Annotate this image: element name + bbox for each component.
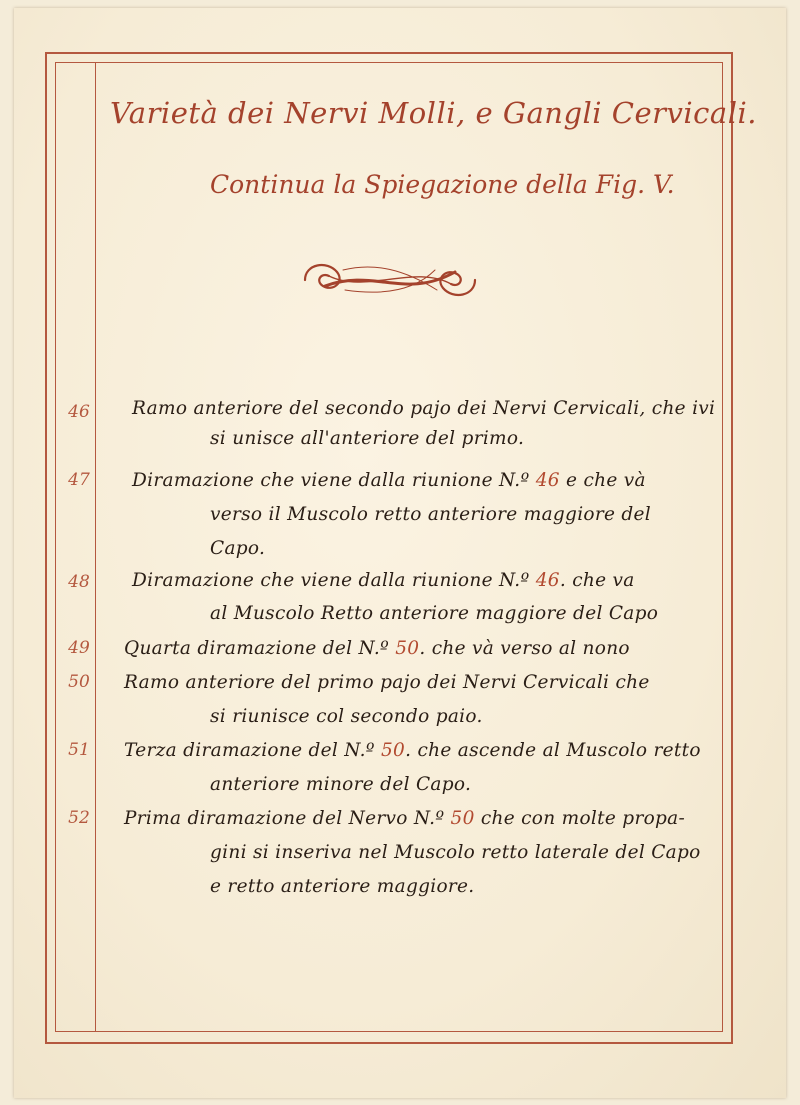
entry-line: Ramo anteriore del primo pajo dei Nervi Cervicali che bbox=[124, 672, 650, 693]
page-subtitle: Continua la Spiegazione della Fig. V. bbox=[210, 170, 675, 199]
entry-number: 46 bbox=[68, 402, 90, 422]
entry-number: 52 bbox=[68, 808, 90, 828]
entry-line: Capo. bbox=[210, 538, 266, 559]
entry-line: anteriore minore del Capo. bbox=[210, 774, 472, 795]
margin-rule bbox=[95, 63, 96, 1031]
entry-line: si riunisce col secondo paio. bbox=[210, 706, 483, 727]
entry-line: e retto anteriore maggiore. bbox=[210, 876, 475, 897]
entry-line: al Muscolo Retto anteriore maggiore del Capo bbox=[210, 603, 659, 624]
entry-line: verso il Muscolo retto anteriore maggiore del bbox=[210, 504, 652, 525]
entry-line: Quarta diramazione del N.º 50. che và verso al nono bbox=[124, 638, 630, 659]
entry-line: Prima diramazione del Nervo N.º 50 che con molte propa- bbox=[124, 808, 686, 829]
entry-number: 50 bbox=[68, 672, 90, 692]
entry-line: Diramazione che viene dalla riunione N.º 46 e che và bbox=[132, 470, 646, 491]
entry-line: Diramazione che viene dalla riunione N.º 46. che va bbox=[132, 570, 635, 591]
entry-number: 47 bbox=[68, 470, 90, 490]
entry-line: si unisce all'anteriore del primo. bbox=[210, 428, 525, 449]
calligraphic-flourish-ornament bbox=[285, 250, 495, 310]
entry-line: Terza diramazione del N.º 50. che ascende al Muscolo retto bbox=[124, 740, 701, 761]
entry-number: 51 bbox=[68, 740, 90, 760]
entry-line: Ramo anteriore del secondo pajo dei Nervi Cervicali, che ivi bbox=[132, 398, 716, 419]
page-title: Varietà dei Nervi Molli, e Gangli Cervicali. bbox=[110, 96, 757, 130]
entry-number: 48 bbox=[68, 572, 90, 592]
entry-line: gini si inseriva nel Muscolo retto laterale del Capo bbox=[210, 842, 701, 863]
entry-number: 49 bbox=[68, 638, 90, 658]
